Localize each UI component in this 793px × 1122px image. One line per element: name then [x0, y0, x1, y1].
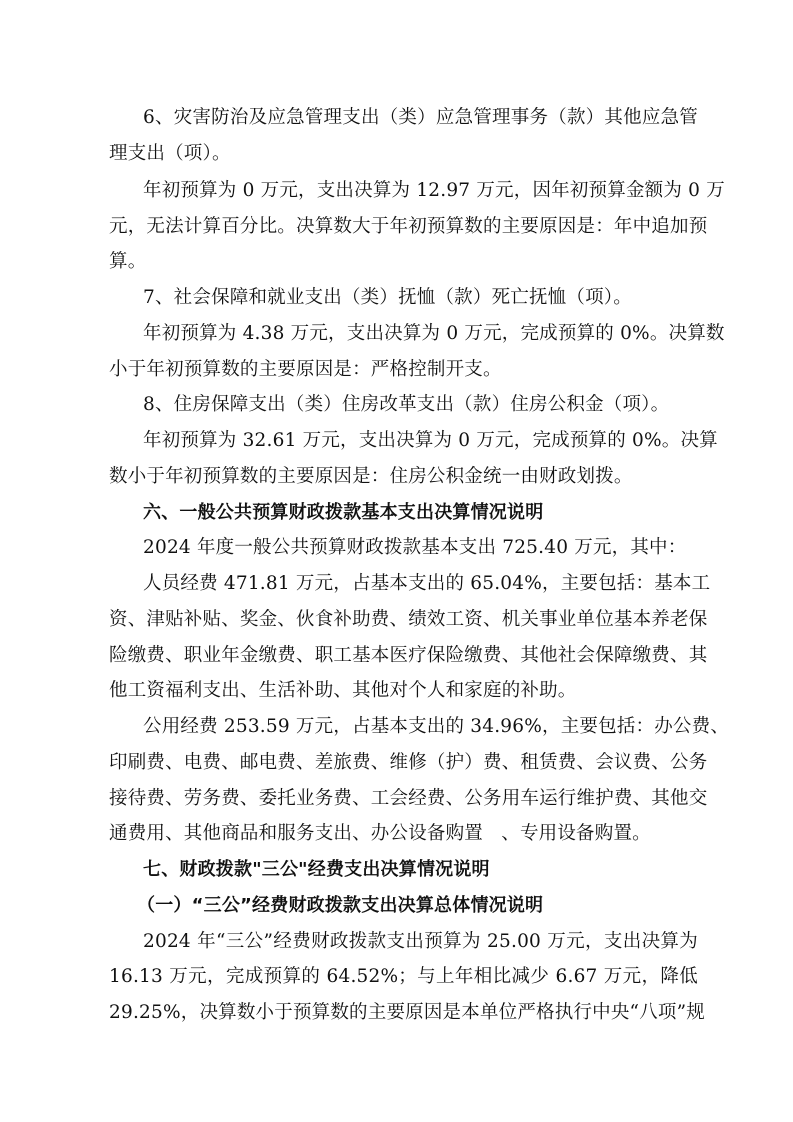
paragraph-line: 2024 年度一般公共预算财政拨款基本支出 725.40 万元，其中：	[143, 537, 687, 558]
paragraph-line: 险缴费、职业年金缴费、职工基本医疗保险缴费、其他社会保障缴费、其	[109, 645, 708, 666]
paragraph-line: 7、社会保障和就业支出（类）抚恤（款）死亡抚恤（项）。	[143, 287, 632, 308]
paragraph-line: 6、灾害防治及应急管理支出（类）应急管理事务（款）其他应急管	[143, 107, 698, 128]
paragraph-line: 公用经费 253.59 万元，占基本支出的 34.96%，主要包括：办公费、	[143, 716, 730, 737]
paragraph-line: 年初预算为 4.38 万元，支出决算为 0 万元，完成预算的 0%。决算数	[143, 323, 725, 344]
paragraph-line: 元，无法计算百分比。决算数大于年初预算数的主要原因是：年中追加预	[109, 216, 708, 237]
subsection-heading-1: （一）“三公”经费财政拨款支出决算总体情况说明	[137, 895, 544, 916]
paragraph-line: 小于年初预算数的主要原因是：严格控制开支。	[109, 359, 502, 380]
paragraph-line: 8、住房保障支出（类）住房改革支出（款）住房公积金（项）。	[143, 394, 670, 415]
paragraph-line: 资、津贴补贴、奖金、伙食补助费、绩效工资、机关事业单位基本养老保	[109, 609, 708, 630]
paragraph-line: 16.13 万元，完成预算的 64.52%；与上年相比减少 6.67 万元，降低	[109, 966, 698, 987]
section-heading-6: 六、一般公共预算财政拨款基本支出决算情况说明	[143, 502, 544, 523]
paragraph-line: 他工资福利支出、生活补助、其他对个人和家庭的补助。	[109, 680, 577, 701]
section-heading-7: 七、财政拨款"三公"经费支出决算情况说明	[143, 859, 490, 880]
paragraph-line: 接待费、劳务费、委托业务费、工会经费、公务用车运行维护费、其他交	[109, 788, 708, 809]
paragraph-line: 理支出（项）。	[109, 143, 231, 164]
paragraph-line: 29.25%，决算数小于预算数的主要原因是本单位严格执行中央“八项”规	[109, 1002, 705, 1023]
paragraph-line: 人员经费 471.81 万元，占基本支出的 65.04%，主要包括：基本工	[143, 573, 711, 594]
paragraph-line: 通费用、其他商品和服务支出、办公设备购置 、专用设备购置。	[109, 823, 651, 844]
paragraph-line: 印刷费、电费、邮电费、差旅费、维修（护）费、租赁费、会议费、公务	[109, 752, 708, 773]
paragraph-line: 年初预算为 0 万元，支出决算为 12.97 万元，因年初预算金额为 0 万	[143, 180, 725, 201]
paragraph-line: 2024 年“三公”经费财政拨款支出预算为 25.00 万元，支出决算为	[143, 931, 698, 952]
paragraph-line: 算。	[109, 251, 147, 272]
paragraph-line: 年初预算为 32.61 万元，支出决算为 0 万元，完成预算的 0%。决算	[143, 430, 718, 451]
paragraph-line: 数小于年初预算数的主要原因是：住房公积金统一由财政划拨。	[109, 466, 633, 487]
